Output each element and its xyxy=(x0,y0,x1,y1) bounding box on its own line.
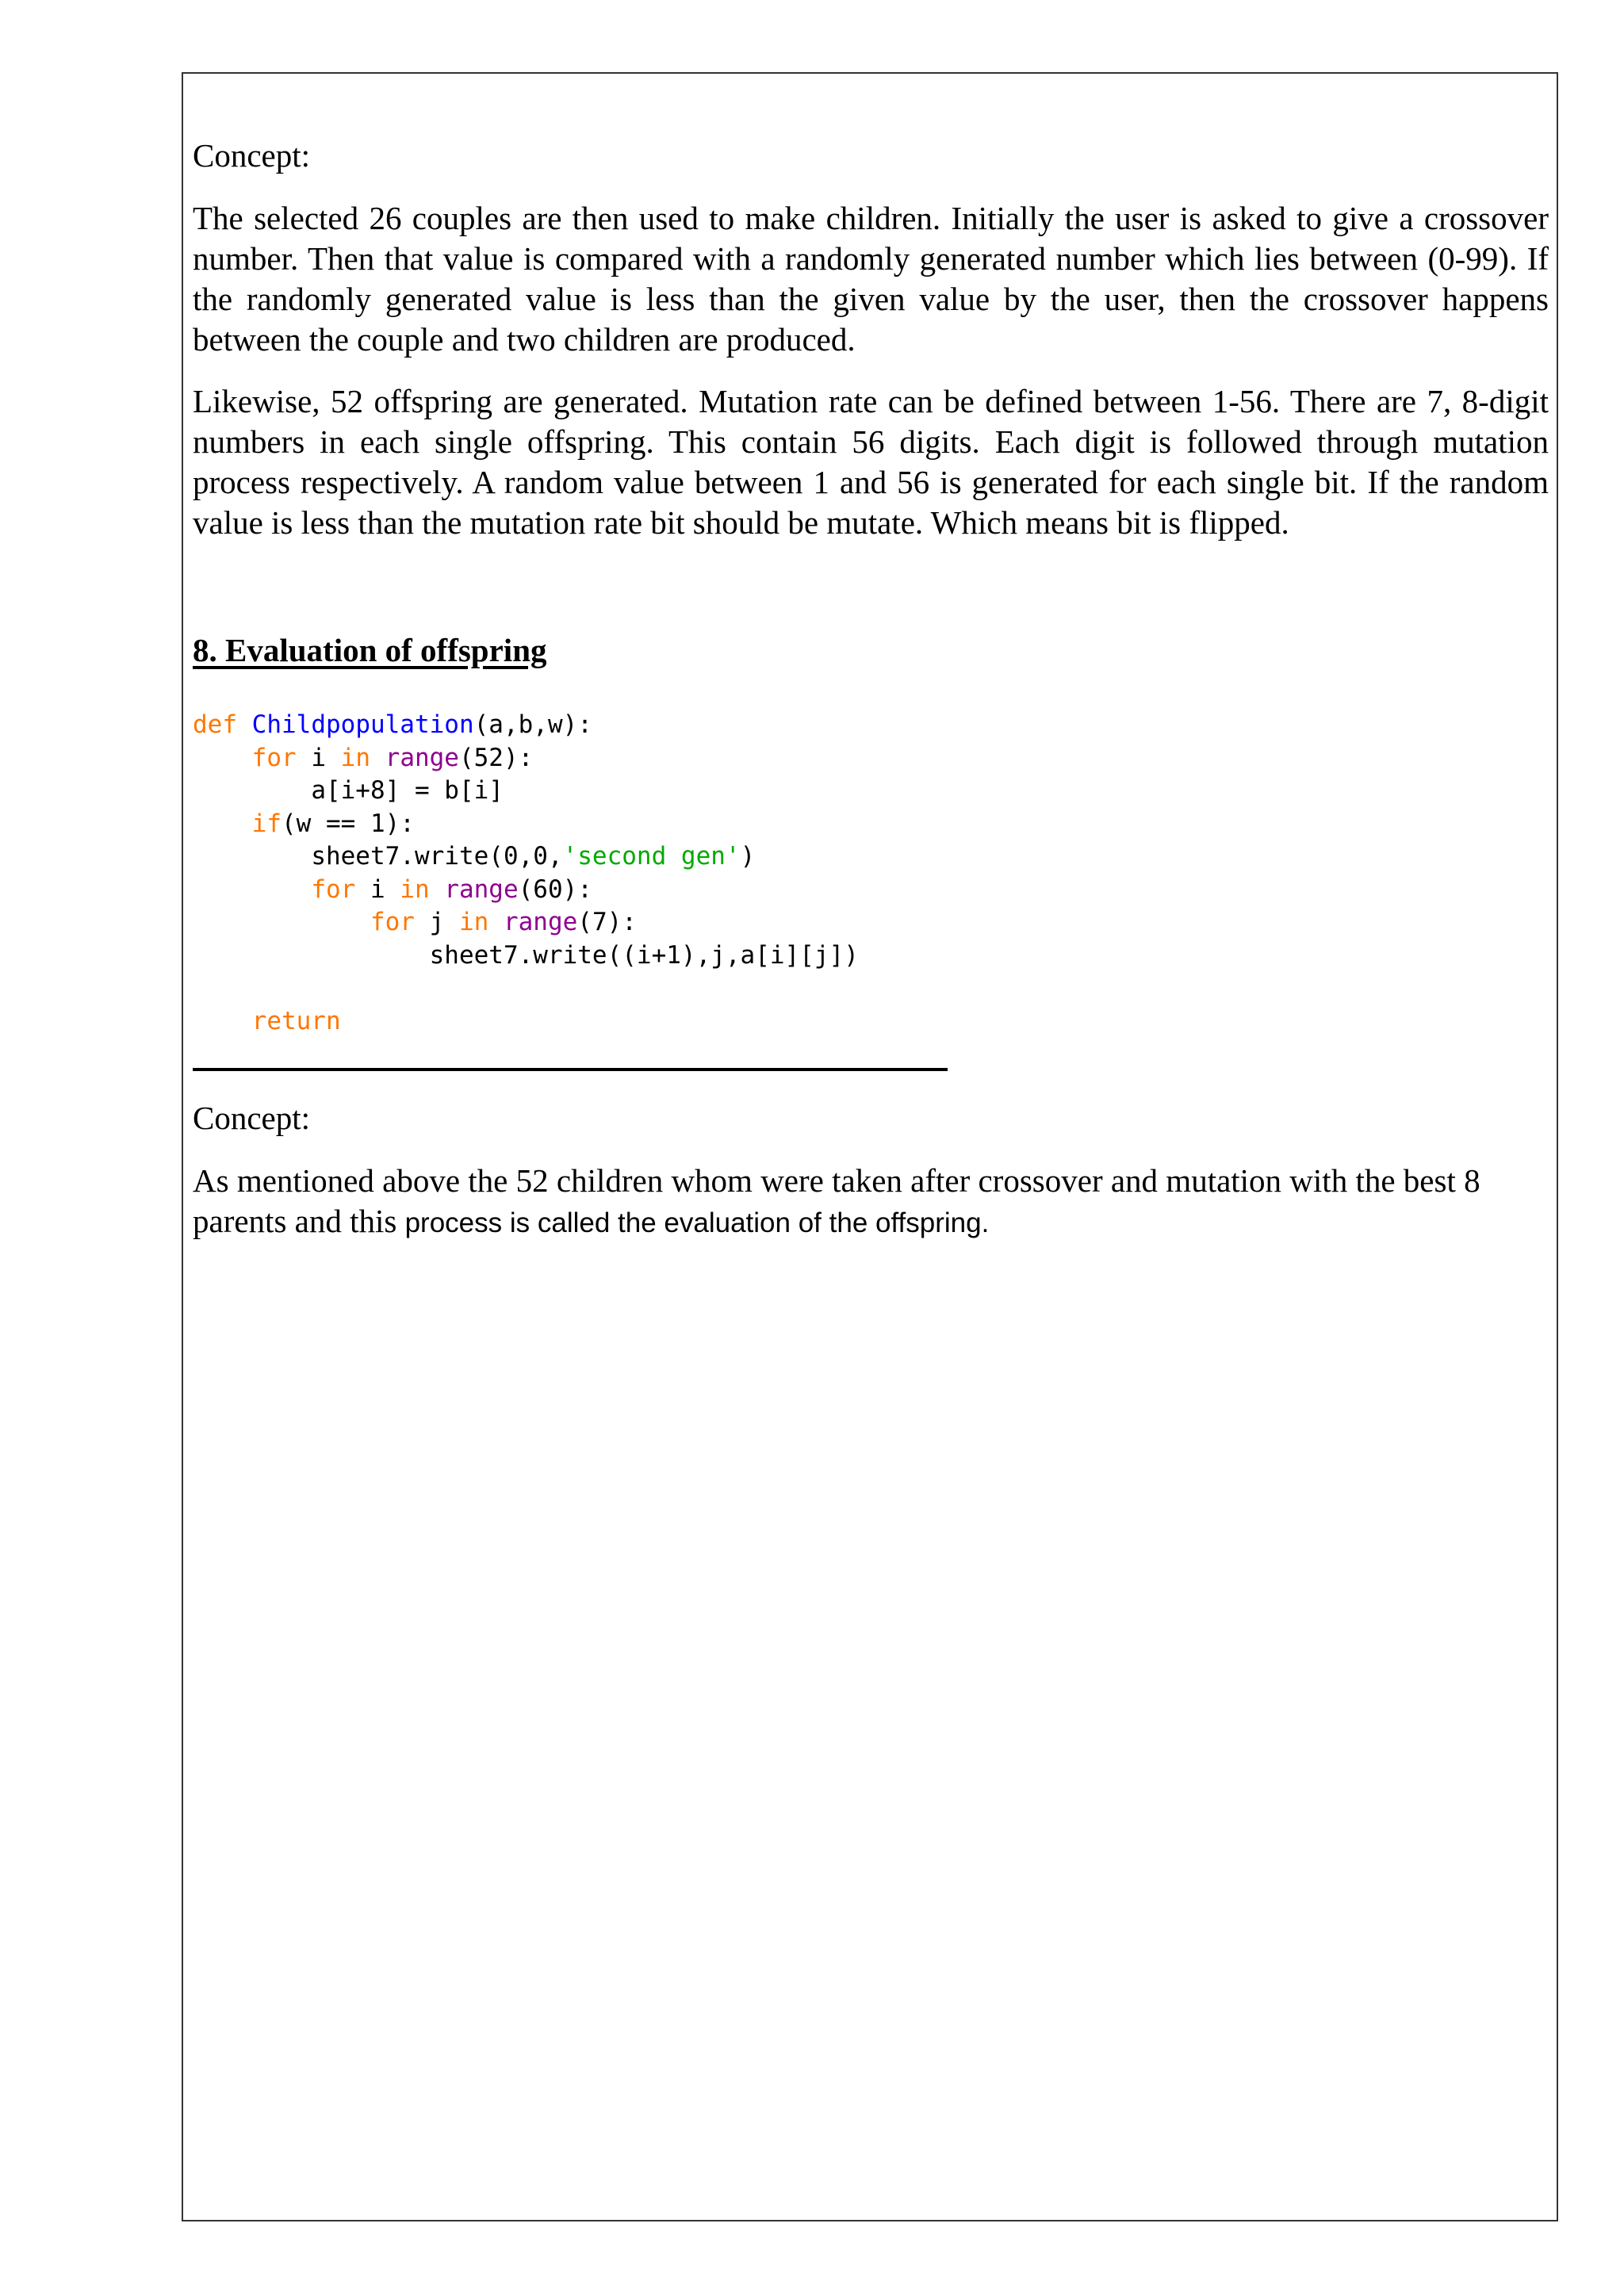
concept-label: Concept: xyxy=(193,1100,311,1136)
code-line xyxy=(193,808,859,841)
code-line xyxy=(193,742,859,775)
code-line xyxy=(193,775,859,808)
code-line xyxy=(193,1005,859,1039)
code-keyword: in xyxy=(340,743,370,772)
code-text: ) xyxy=(740,842,756,871)
code-line xyxy=(193,840,859,874)
code-text: (7): xyxy=(577,908,637,936)
code-keyword: for xyxy=(370,908,415,936)
code-line xyxy=(193,906,859,939)
concept-section-1 xyxy=(193,135,1549,543)
code-keyword: in xyxy=(400,874,430,904)
code-text: (a,b,w): xyxy=(473,710,592,739)
code-line xyxy=(193,939,859,973)
code-builtin: range xyxy=(503,908,578,936)
code-line xyxy=(193,874,859,907)
concept-section-2 xyxy=(193,1097,1549,1265)
code-text: i xyxy=(355,874,400,904)
code-line xyxy=(193,709,859,742)
code-builtin: range xyxy=(444,874,519,904)
code-text: j xyxy=(414,908,459,936)
mutation-paragraph: Likewise, 52 offspring are generated. Mutation rate can be defined between 1-56. There are 7, 8-digit numbers in each single offspring. This contain 56 digits. Each digit is followed through mutation process respectively. A random value between 1 and 56 is generated for each single bit. If the random value is less than the mutation rate bit should be mutate. Which means bit is flipped. xyxy=(193,383,1549,541)
code-builtin: range xyxy=(385,743,459,772)
crossover-paragraph: The selected 26 couples are then used to make children. Initially the user is asked to give a crossover number. Then that value is compared with a randomly generated number which lies between (0-99). If the randomly generated value is less than the given value by the user, then the crossover happens between the couple and two children are produced. xyxy=(193,200,1549,358)
code-text: (60): xyxy=(518,874,592,904)
code-keyword: def xyxy=(193,710,237,739)
code-text: a[i+8] = b[i] xyxy=(311,776,504,805)
code-keyword: return xyxy=(251,1006,341,1035)
code-string: 'second gen' xyxy=(562,842,741,871)
code-text: (w == 1): xyxy=(281,809,415,838)
code-text: (52): xyxy=(458,743,534,772)
code-keyword: if xyxy=(251,809,282,838)
code-line-blank xyxy=(193,972,859,1005)
code-snippet xyxy=(193,709,859,1038)
evaluation-paragraph-tail: process is called the evaluation of the offspring. xyxy=(404,1207,990,1238)
code-keyword: in xyxy=(458,908,489,936)
code-keyword: for xyxy=(251,743,297,772)
concept-label: Concept: xyxy=(193,137,311,174)
code-text: i xyxy=(296,743,341,772)
code-text: sheet7.write(0,0, xyxy=(311,842,563,871)
document-content xyxy=(193,135,1549,1239)
code-text: sheet7.write((i+1),j,a[i][j]) xyxy=(429,940,859,970)
evaluation-paragraph-main: As mentioned above the 52 children whom were taken after crossover and mutation with the best 8 parents and this xyxy=(193,1162,1480,1239)
evaluation-paragraph xyxy=(193,1161,1549,1243)
code-keyword: for xyxy=(311,874,356,904)
code-function-name: Childpopulation xyxy=(251,710,474,739)
section-heading: 8. Evaluation of offspring xyxy=(193,632,547,668)
code-divider xyxy=(193,1068,948,1071)
